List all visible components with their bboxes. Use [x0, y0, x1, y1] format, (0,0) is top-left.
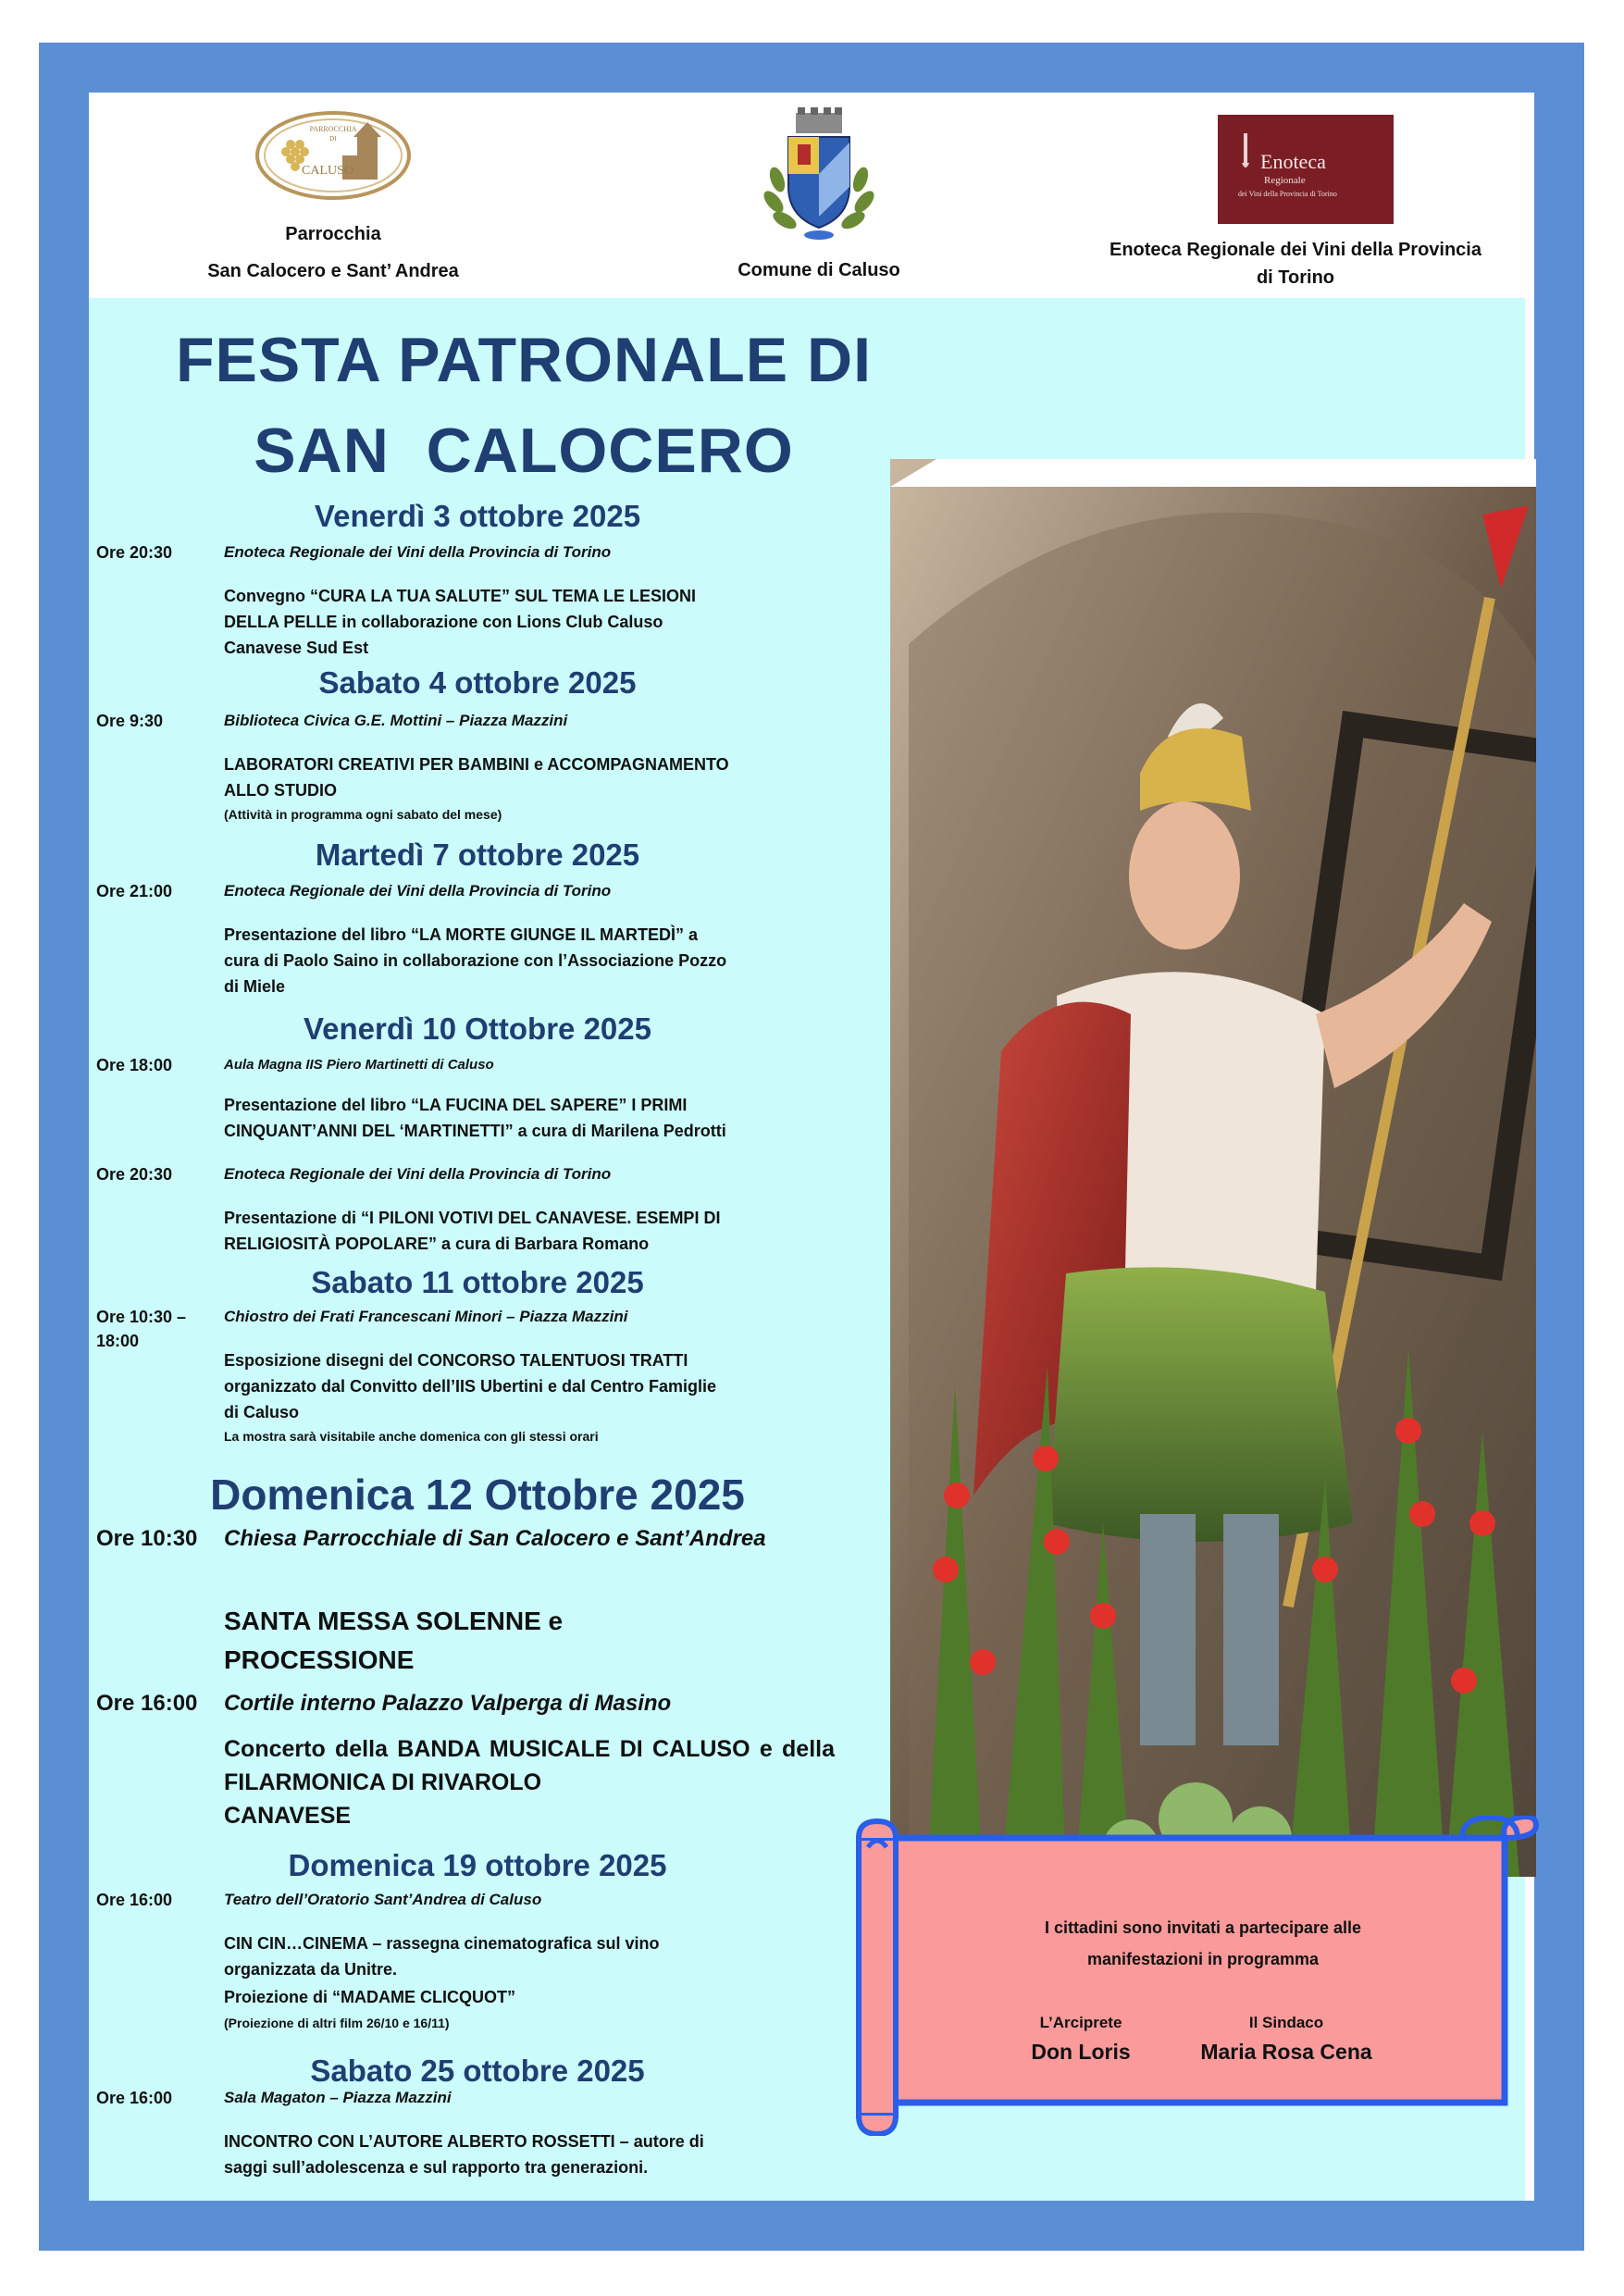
event-venue: Sala Magaton – Piazza Mazzini [224, 2089, 452, 2106]
event-item [96, 540, 855, 661]
event-time: Ore 9:30 [96, 712, 164, 730]
event-desc-line: PROCESSIONE [224, 1645, 415, 1674]
day-heading: Domenica 19 ottobre 2025 [288, 1848, 667, 1882]
event-desc-line: Presentazione del libro “LA MORTE GIUNGE IL MARTEDÌ” a [224, 925, 699, 944]
event-desc-line: Presentazione di “I PILONI VOTIVI DEL CANAVESE. ESEMPI DI [224, 1209, 721, 1227]
event-desc-line: ALLO STUDIO [224, 781, 337, 800]
event-desc-line: CANAVESE [224, 1803, 352, 1829]
event-time: Ore 10:30 – [96, 1308, 187, 1326]
day-heading: Sabato 25 ottobre 2025 [310, 2054, 645, 2088]
event-desc-line: di Miele [224, 977, 286, 996]
invitation-scroll [851, 1816, 1545, 2136]
event-venue: Enoteca Regionale dei Vini della Provincia di Torino [224, 1165, 612, 1183]
event-time: Ore 16:00 [96, 2089, 173, 2107]
day-heading: Martedì 7 ottobre 2025 [315, 838, 640, 872]
enoteca-logo-sub2: dei Vini della Provincia di Torino [1238, 190, 1337, 198]
event-venue: Chiostro dei Frati Francescani Minori – Piazza Mazzini [224, 1308, 628, 1325]
comune-crest [761, 105, 877, 242]
saint-statue-photo [890, 459, 1536, 1877]
comune-name: Comune di Caluso [738, 260, 900, 280]
event-venue: Enoteca Regionale dei Vini della Provincia di Torino [224, 882, 612, 900]
event-desc-line: CIN CIN…CINEMA – rassegna cinematografica sul vino [224, 1934, 660, 1953]
name-sindaco: Maria Rosa Cena [1200, 2040, 1372, 2064]
event-note: (Attività in programma ogni sabato del mese) [224, 807, 502, 822]
event-time: Ore 20:30 [96, 1165, 173, 1184]
event-desc-line: RELIGIOSITÀ POPOLARE” a cura di Barbara Romano [224, 1235, 650, 1253]
parish-logo-di: DI [329, 135, 337, 143]
event-venue: Chiesa Parrocchiale di San Calocero e Sant’Andrea [224, 1526, 766, 1551]
event-desc-line: Esposizione disegni del CONCORSO TALENTUOSI TRATTI [224, 1351, 688, 1370]
event-desc-line: di Caluso [224, 1403, 300, 1421]
event-desc-line: saggi sull’adolescenza e sul rapporto tra generazioni. [224, 2158, 649, 2177]
event-desc-line: CINQUANT’ANNI DEL ‘MARTINETTI” a cura di Marilena Pedrotti [224, 1122, 726, 1140]
enoteca-logo [1218, 115, 1394, 224]
event-time: Ore 18:00 [96, 1056, 173, 1074]
event-item [96, 1305, 855, 1462]
event-desc-line: DELLA PELLE in collaborazione con Lions Club Caluso [224, 613, 663, 631]
role-sindaco: Il Sindaco [1248, 2014, 1324, 2031]
day-heading: Sabato 4 ottobre 2025 [318, 665, 637, 700]
event-time: Ore 16:00 [96, 1891, 173, 1909]
event-desc-line: INCONTRO CON L’AUTORE ALBERTO ROSSETTI – autore di [224, 2132, 704, 2151]
event-desc-line: Proiezione di “MADAME CLICQUOT” [224, 1988, 515, 2006]
event-desc-line: Convegno “CURA LA TUA SALUTE” SUL TEMA LE LESIONI [224, 587, 696, 605]
enoteca-line1: Enoteca Regionale dei Vini della Provincia [1110, 240, 1481, 260]
event-note: (Proiezione di altri film 26/10 e 16/11) [224, 2016, 450, 2030]
event-venue: Enoteca Regionale dei Vini della Provincia di Torino [224, 543, 612, 561]
day-heading: Venerdì 10 Ottobre 2025 [303, 1011, 651, 1046]
event-desc-line: SANTA MESSA SOLENNE e [224, 1607, 564, 1635]
event-item [96, 1053, 855, 1155]
parish-logo [254, 109, 413, 202]
name-arciprete: Don Loris [1031, 2040, 1131, 2064]
event-item [96, 1688, 855, 1845]
parish-logo-text: CALUSO [301, 164, 354, 178]
parish-line1: Parrocchia [285, 224, 381, 244]
event-venue: Aula Magna IIS Piero Martinetti di Caluso [224, 1057, 494, 1073]
event-desc-line: organizzata da Unitre. [224, 1960, 398, 1979]
parish-logo-top: PARROCCHIA [309, 125, 357, 133]
event-time: Ore 10:30 [96, 1526, 198, 1551]
parish-line2: San Calocero e Sant’ Andrea [207, 261, 459, 281]
role-arciprete: L’Arciprete [1039, 2014, 1122, 2031]
event-desc-line: Presentazione del libro “LA FUCINA DEL SAPERE” I PRIMI [224, 1096, 688, 1114]
enoteca-logo-sub1: Regionale [1264, 175, 1306, 186]
event-note: La mostra sarà visitabile anche domenica con gli stessi orari [224, 1429, 599, 1444]
event-desc-line: Concerto della BANDA MUSICALE DI CALUSO e della FILARMONICA DI RIVAROLO [224, 1736, 835, 1795]
event-item [96, 709, 855, 829]
event-item [96, 1888, 855, 2045]
day-heading-main: Domenica 12 Ottobre 2025 [210, 1471, 745, 1519]
event-venue: Biblioteca Civica G.E. Mottini – Piazza Mazzini [224, 712, 568, 729]
event-venue: Teatro dell’Oratorio Sant’Andrea di Caluso [224, 1891, 542, 1908]
event-desc-line: Canavese Sud Est [224, 639, 369, 657]
day-heading: Venerdì 3 ottobre 2025 [314, 499, 641, 533]
enoteca-logo-title: Enoteca [1260, 150, 1326, 173]
title-line1: FESTA PATRONALE DI [175, 325, 873, 395]
event-item [96, 2086, 855, 2188]
enoteca-line2: di Torino [1256, 267, 1335, 288]
event-item [96, 1162, 855, 1264]
event-desc-line: LABORATORI CREATIVI PER BAMBINI e ACCOMPAGNAMENTO [224, 755, 729, 774]
event-time: Ore 20:30 [96, 543, 173, 562]
invite-line2: manifestazioni in programma [1086, 1950, 1320, 1968]
event-time: Ore 21:00 [96, 882, 173, 900]
event-time: Ore 16:00 [96, 1691, 198, 1716]
event-venue: Cortile interno Palazzo Valperga di Masino [224, 1691, 672, 1716]
day-heading: Sabato 11 ottobre 2025 [311, 1265, 644, 1299]
event-time-end: 18:00 [96, 1332, 140, 1350]
event-desc-line: organizzato dal Convitto dell’IIS Ubertini e dal Centro Famiglie [224, 1377, 717, 1396]
title-line2: SAN CALOCERO [254, 416, 794, 486]
event-desc-line: cura di Paolo Saino in collaborazione con l’Associazione Pozzo [224, 951, 727, 970]
event-item [96, 879, 855, 999]
event-item [96, 1523, 855, 1681]
poster-title [89, 315, 959, 496]
invite-line1: I cittadini sono invitati a partecipare alle [1044, 1918, 1362, 1937]
